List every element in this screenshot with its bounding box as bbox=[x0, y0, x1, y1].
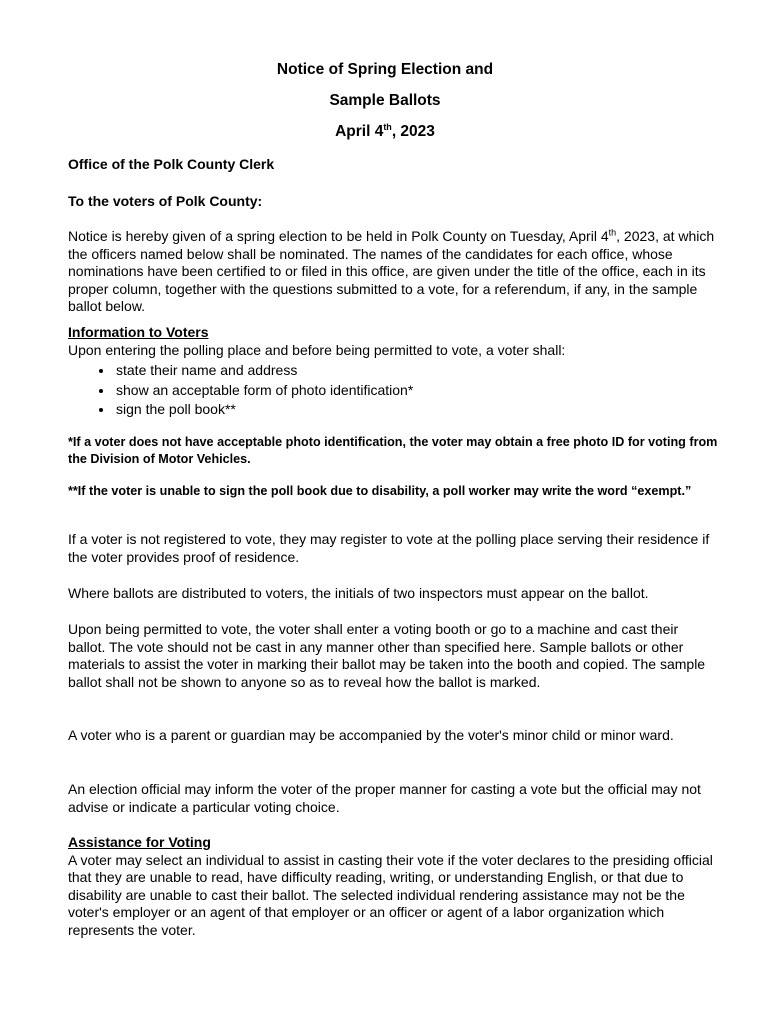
list-item: • sign the poll book** bbox=[114, 400, 413, 420]
poll-book-footnote: **If the voter is unable to sign the poll book due to disability, a poll worker may write the word “exempt.” bbox=[68, 484, 692, 498]
election-official-paragraph: An election official may inform the voter of the proper manner for casting a vote but the official may not advise or indicate a particular voting choice. bbox=[68, 781, 701, 815]
information-intro: Upon entering the polling place and before being permitted to vote, a voter shall: bbox=[68, 341, 566, 358]
assistance-heading: Assistance for Voting bbox=[68, 834, 211, 850]
salutation: To the voters of Polk County: bbox=[68, 193, 263, 209]
office-name: Office of the Polk County Clerk bbox=[68, 156, 275, 172]
voter-requirements-list bbox=[68, 361, 413, 420]
title-election-date: April 4th, 2023 bbox=[335, 121, 435, 140]
assistance-text: A voter may select an individual to assist in casting their vote if the voter declares to the presiding official that they are unable to read, have difficulty reading, writing, or understanding English, or that due to disability are unable to cast their ballot. The selected individual rendering assistance may not be the voter's employer or an agent of that employer or an officer or agent of a labor organization which represents the voter. bbox=[68, 851, 713, 938]
notice-paragraph: Notice is hereby given of a spring election to be held in Polk County on Tuesday, April 4th, 2023, at which the officers named below shall be nominated. The names of the candidates for each office, whose nominations have been certified to or filed in this office, are given under the title of the office, each in its proper column, together with the questions submitted to a vote, for a referendum, if any, in the sample ballot below. bbox=[68, 227, 715, 315]
voting-booth-paragraph: Upon being permitted to vote, the voter shall enter a voting booth or go to a machine and cast their ballot. The vote should not be cast in any manner other than specified here. Sample ballots or other materials to assist the voter in marking their ballot may be taken into the booth and copied. The sample ballot shall not be shown to anyone so as to reveal how the ballot is marked. bbox=[68, 621, 706, 690]
inspectors-paragraph: Where ballots are distributed to voters, the initials of two inspectors must appear on the ballot. bbox=[68, 585, 649, 601]
title-line-2: Sample Ballots bbox=[329, 92, 441, 109]
information-heading: Information to Voters bbox=[68, 324, 209, 340]
guardian-paragraph: A voter who is a parent or guardian may be accompanied by the voter's minor child or minor ward. bbox=[68, 727, 674, 743]
title-line-1: Notice of Spring Election and bbox=[276, 61, 494, 78]
list-item: • state their name and address bbox=[114, 361, 413, 381]
assistance-section bbox=[68, 834, 718, 940]
registration-paragraph: If a voter is not registered to vote, they may register to vote at the polling place serving their residence if the voter provides proof of residence. bbox=[68, 531, 710, 565]
list-item: • show an acceptable form of photo identification* bbox=[114, 381, 413, 401]
information-section bbox=[68, 324, 718, 359]
photo-id-footnote: *If a voter does not have acceptable photo identification, the voter may obtain a free photo ID for voting from the Division of Motor Vehicles. bbox=[68, 435, 718, 466]
